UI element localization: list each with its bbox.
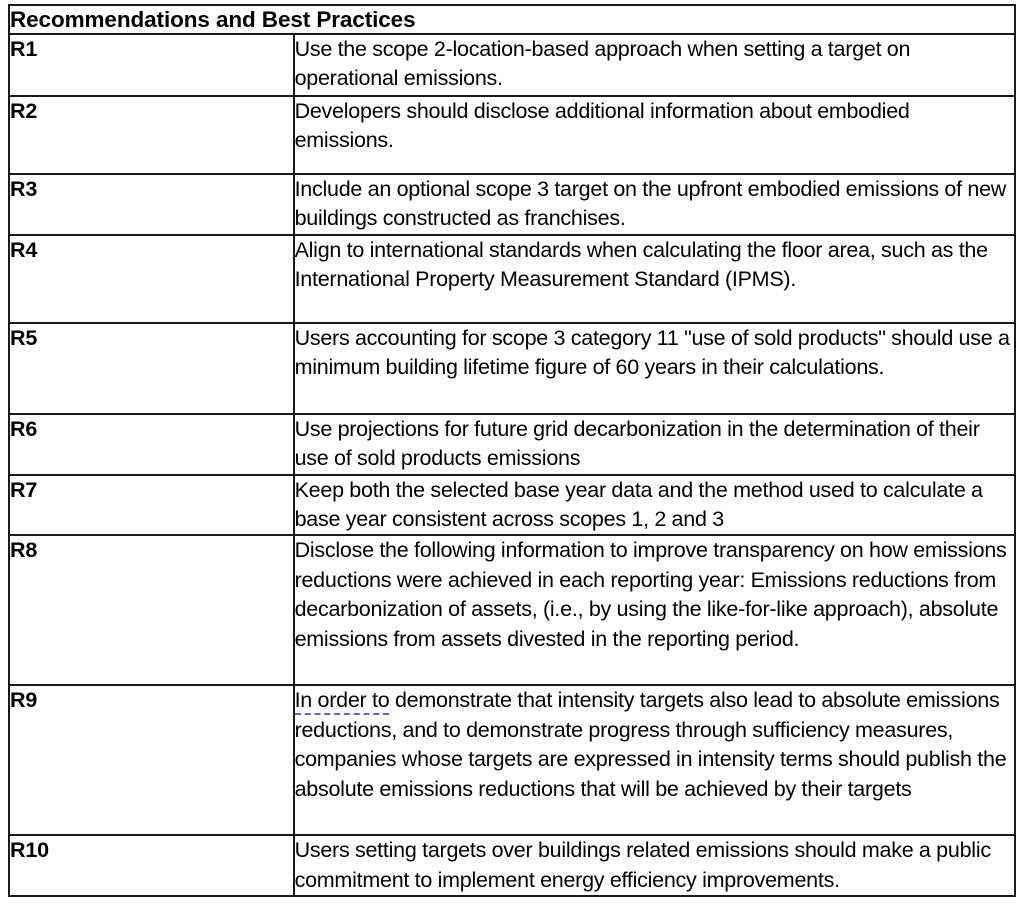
- row-text-r5: Users accounting for scope 3 category 11 "use of sold products" should use a minimum building lifetime figure of 60 years in their calculations.: [294, 323, 1015, 414]
- table-row: [9, 96, 1015, 174]
- table-body: [9, 34, 1015, 896]
- row-id-r3: R3: [9, 174, 294, 235]
- row-text-r6: Use projections for future grid decarbonization in the determination of their use of sold products emissions: [294, 414, 1015, 475]
- table-header-row: [9, 5, 1015, 34]
- row-id-r5: R5: [9, 323, 294, 414]
- table-row: [9, 235, 1015, 323]
- table-row: [9, 475, 1015, 536]
- row-id-r10: R10: [9, 835, 294, 896]
- row-id-r9: R9: [9, 685, 294, 835]
- row-text-r9-remainder: demonstrate that intensity targets also lead to absolute emissions reductions, and to demonstrate progress through sufficiency measures, companies whose targets are expressed in intensity terms should publish the absolute emissions reductions that will be achieved by their targets: [294, 688, 1007, 801]
- table-row: [9, 323, 1015, 414]
- row-text-r2: Developers should disclose additional information about embodied emissions.: [294, 96, 1015, 174]
- table-row: [9, 414, 1015, 475]
- row-id-r8: R8: [9, 535, 294, 685]
- row-id-r4: R4: [9, 235, 294, 323]
- row-id-r2: R2: [9, 96, 294, 174]
- table-row: [9, 835, 1015, 896]
- grammar-suggestion-text[interactable]: In order to: [295, 688, 390, 715]
- row-id-r1: R1: [9, 34, 294, 96]
- row-text-r9: [294, 685, 1015, 835]
- table-title-cell: Recommendations and Best Practices: [9, 5, 1015, 34]
- row-text-r10: Users setting targets over buildings related emissions should make a public commitment to implement energy efficiency improvements.: [294, 835, 1015, 896]
- table-row: [9, 685, 1015, 835]
- row-text-r8: Disclose the following information to improve transparency on how emissions reductions were achieved in each reporting year: Emissions reductions from decarbonization of assets, (i.e., by using the like-for-like approach), absolute emissions from assets divested in the reporting period.: [294, 535, 1015, 685]
- table-row: [9, 34, 1015, 96]
- recommendations-table: [8, 4, 1016, 897]
- row-text-r9-paragraph: [295, 686, 1014, 804]
- row-text-r7: Keep both the selected base year data and the method used to calculate a base year consistent across scopes 1, 2 and 3: [294, 475, 1015, 536]
- row-id-r6: R6: [9, 414, 294, 475]
- table-header: [9, 5, 1015, 34]
- row-id-r7: R7: [9, 475, 294, 536]
- row-text-r3: Include an optional scope 3 target on the upfront embodied emissions of new buildings constructed as franchises.: [294, 174, 1015, 235]
- table-row: [9, 174, 1015, 235]
- row-text-r4: Align to international standards when calculating the floor area, such as the International Property Measurement Standard (IPMS).: [294, 235, 1015, 323]
- row-text-r1: Use the scope 2-location-based approach when setting a target on operational emissions.: [294, 34, 1015, 96]
- table-row: [9, 535, 1015, 685]
